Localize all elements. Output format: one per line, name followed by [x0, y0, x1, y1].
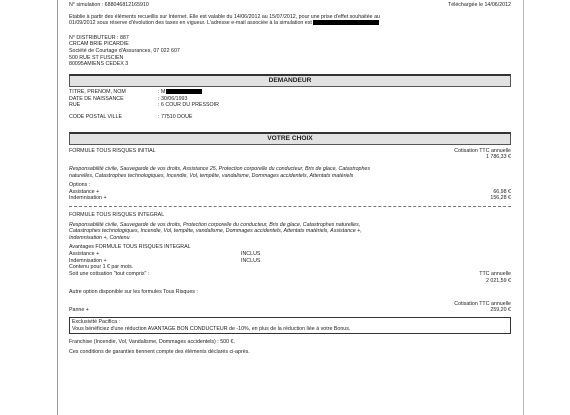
page-right-border [523, 0, 524, 415]
exclusivite-title: Exclusivité Pacifica : [72, 318, 120, 325]
advantage-indemnisation-label: Indemnisation + [69, 257, 107, 264]
field-street-label: RUE [69, 102, 81, 109]
advantage-assistance-row [69, 251, 511, 258]
formula-integral-name: FORMULE TOUS RISQUES INTEGRAL [69, 212, 165, 219]
distributor-number: N° DISTRIBUTEUR : 887 [69, 34, 129, 41]
advantage-assistance-label: Assistance + [69, 251, 100, 258]
dashed-separator [69, 206, 511, 207]
formula-integral-cotisation-label: TTC annuelle [479, 270, 511, 277]
simulation-number: N° simulation : 688046812165910 [69, 2, 149, 8]
demandeur-fields [69, 87, 511, 120]
panne-cotisation-label: Cotisation TTC annuelle [454, 300, 511, 307]
field-street [69, 102, 511, 109]
field-postal [69, 114, 511, 121]
field-postal-label: CODE POSTAL VILLE [69, 113, 122, 120]
tout-compris-row [69, 271, 511, 278]
intro-line-2 [69, 20, 511, 27]
field-name [69, 89, 511, 96]
panne-value: 259,20 € [490, 307, 511, 314]
conditions-line: Ces conditions de garanties tiennent compte des éléments déclarés ci-après. [69, 348, 250, 355]
autre-option-label: Autre option disponible sur les formules Tous Risques : [69, 289, 198, 296]
formula-integral-cotisation-value: 2 021,59 € [485, 277, 511, 284]
distributor-company: Société de Courtage d'Assurances, 07 022 607 [69, 48, 180, 55]
options-label: Options : [69, 182, 91, 189]
option-assistance-value: 66,98 € [493, 188, 511, 195]
advantage-indemnisation-value: INCLUS [241, 257, 261, 264]
intro-line-2-text: 01/09/2012 sous réserve d'évolution des taxes en vigueur. L'adresse e-mail associée à la simulation est [69, 20, 312, 27]
advantage-assistance-value: INCLUS [241, 251, 261, 258]
header-row [69, 2, 511, 9]
formula-integral-desc-2: Catastrophes technologiques, Incendie, Vol, tempête, vandalisme, Dommages accidentels, Attentats matériels, Assistance +, [69, 228, 362, 235]
distributor-street: 500 RUE ST FUSCIEN [69, 54, 124, 61]
panne-label: Panne + [69, 307, 89, 314]
option-indemnisation-row [69, 195, 511, 202]
formula-integral-desc-1: Responsabilité civile, Sauvegarde de vos droits, Protection corporelle du conducteur, Bris de glace, Catastrophes naturelles, [69, 221, 361, 228]
avantages-label: Avantages FORMULE TOUS RISQUES INTEGRAL [69, 244, 191, 251]
field-name-label: TITRE, PRENOM, NOM [69, 89, 126, 96]
formula-initial-row [69, 148, 511, 155]
advantage-indemnisation-row [69, 258, 511, 265]
formula-integral-desc-3: Indemnisation +, Contenu [69, 234, 130, 241]
field-postal-value: : 77510 DOUE [158, 113, 193, 120]
demandeur-header: DEMANDEUR [69, 74, 511, 87]
field-birthdate [69, 96, 511, 103]
tout-compris-label: Soit une cotisation "tout compris" : [69, 270, 150, 277]
intro-line-1: Etablie à partir des éléments recueillis sur Internet. Elle est valable du 14/06/2012 au 15/07/2012, pour une prise d'effet souhaitée au [69, 13, 380, 20]
franchise-line: Franchise (Incendie, Vol, Vandalisme, Dommages accidentels) : 500 €. [69, 339, 235, 346]
exclusivite-text: Vous bénéficiez d'une réduction AVANTAGE BON CONDUCTEUR de -10%, en plus de la réduction liée à votre Bonus. [72, 325, 351, 332]
distributor-name: CRCAM BRIE PICARDIE [69, 41, 129, 48]
option-indemnisation-value: 156,28 € [490, 195, 511, 202]
exclusivite-box [69, 317, 511, 334]
formula-initial-desc-2: naturelles, Catastrophes technologiques, Incendie, Vol, tempête, vandalisme, Dommages accidentels, Attentats matériels [69, 172, 354, 179]
page-left-border [57, 0, 58, 415]
contenu-line: Contenu pour 1 € par mois. [69, 264, 134, 271]
document-content [69, 2, 511, 355]
votre-choix-header: VOTRE CHOIX [69, 132, 511, 145]
field-name-value: : M [158, 89, 166, 96]
field-street-value: : 6 COUR DU PRESSOIR [158, 102, 219, 109]
formula-initial-name: FORMULE TOUS RISQUES INITIAL [69, 147, 156, 154]
download-date: Téléchargée le 14/06/2012 [447, 2, 511, 8]
distributor-block [69, 35, 511, 68]
redacted-name [166, 89, 202, 94]
redacted-email [313, 20, 379, 25]
field-birthdate-value: : 30/06/1993 [158, 95, 188, 102]
option-assistance-row [69, 189, 511, 196]
formula-initial-cotisation-value: 1 786,33 € [485, 154, 511, 161]
formula-initial-cotisation-label: Cotisation TTC annuelle [454, 147, 511, 154]
panne-row [69, 307, 511, 314]
formula-initial-desc-1: Responsabilité civile, Sauvegarde de vos droits, Assistance 25, Protection corporelle du conducteur, Bris de glace, Catastrophes [69, 166, 371, 172]
option-indemnisation-label: Indemnisation + [69, 195, 107, 202]
distributor-city: 80095AMIENS CEDEX 3 [69, 61, 129, 68]
option-assistance-label: Assistance + [69, 188, 100, 195]
field-birthdate-label: DATE DE NAISSANCE [69, 95, 124, 102]
